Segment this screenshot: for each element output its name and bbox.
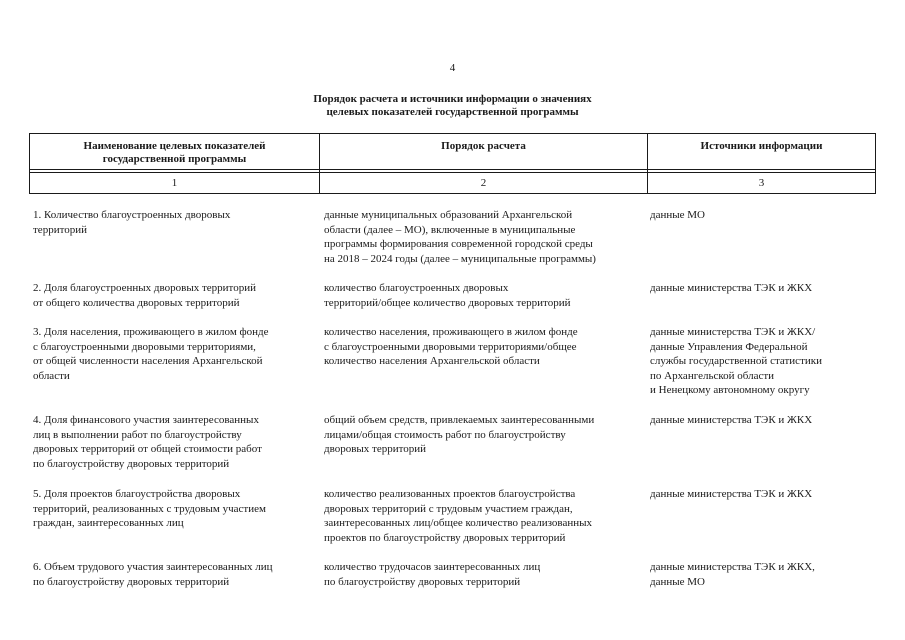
source-cell	[650, 413, 876, 428]
document-title-line-1: Порядок расчета и источники информации о значениях	[313, 93, 592, 105]
text-line: данные муниципальных образований Архангельской	[324, 209, 573, 221]
text-line: по благоустройству дворовых территорий	[33, 575, 230, 588]
text-line: области (далее – МО), включенные в муниципальные	[324, 223, 576, 236]
text-line: с благоустроенными дворовыми территориями/общее	[324, 340, 577, 353]
text-line: 4. Доля финансового участия заинтересованных	[33, 414, 259, 426]
column-number-3: 3	[648, 173, 876, 194]
text-line: заинтересованных лиц/общее количество реализованных	[324, 517, 592, 529]
text-line: и Ненецкому автономному округу	[650, 384, 810, 396]
calculation-cell	[324, 413, 648, 457]
text-line: 6. Объем трудового участия заинтересованных лиц	[33, 561, 273, 573]
text-line: области	[33, 369, 70, 382]
table-header	[29, 133, 876, 194]
text-line: данные Управления Федеральной	[650, 340, 808, 353]
header-cell-calculation-method	[320, 134, 648, 170]
text-line: граждан, заинтересованных лиц	[33, 517, 184, 529]
text-line: данные МО	[650, 209, 705, 221]
text-line: данные министерства ТЭК и ЖКХ	[650, 414, 813, 426]
text-line: 3. Доля населения, проживающего в жилом фонде	[33, 326, 269, 338]
text-line: данные министерства ТЭК и ЖКХ,	[650, 561, 815, 573]
header-row	[30, 134, 876, 170]
text-line: количество населения, проживающего в жилом фонде	[324, 326, 578, 338]
calculation-cell	[324, 325, 648, 369]
source-cell	[650, 487, 876, 502]
source-cell	[650, 325, 876, 398]
calculation-cell	[324, 208, 648, 266]
indicator-name-cell	[33, 560, 319, 589]
column-number-2: 2	[320, 173, 648, 194]
header-cell-information-sources-line: Источники информации	[700, 140, 823, 152]
text-line: дворовых территорий с трудовым участием граждан,	[324, 502, 573, 515]
document-title-line-2: целевых показателей государственной программы	[326, 106, 579, 118]
calculation-cell	[324, 487, 648, 545]
indicator-name-cell	[33, 413, 319, 471]
text-line: общий объем средств, привлекаемых заинтересованными	[324, 414, 595, 426]
header-cell-indicator-name-line: Наименование целевых показателей	[83, 140, 266, 152]
text-line: территорий/общее количество дворовых территорий	[324, 296, 571, 309]
text-line: данные министерства ТЭК и ЖКХ	[650, 488, 813, 500]
document-title	[0, 93, 905, 119]
text-line: количество реализованных проектов благоустройства	[324, 488, 576, 500]
text-line: от общей численности населения Архангельской	[33, 355, 263, 367]
text-line: данные министерства ТЭК и ЖКХ	[650, 282, 813, 294]
column-number-1: 1	[30, 173, 320, 194]
text-line: по благоустройству дворовых территорий	[33, 457, 230, 470]
text-line: данные МО	[650, 575, 705, 588]
text-line: службы государственной статистики	[650, 355, 822, 367]
page-number: 4	[449, 62, 456, 74]
text-line: территорий, реализованных с трудовым участием	[33, 502, 266, 515]
indicator-name-cell	[33, 208, 319, 237]
text-line: 5. Доля проектов благоустройства дворовых	[33, 488, 241, 500]
text-line: данные министерства ТЭК и ЖКХ/	[650, 326, 816, 338]
text-line: по благоустройству дворовых территорий	[324, 575, 521, 588]
text-line: программы формирования современной городской среды	[324, 238, 593, 250]
text-line: территорий	[33, 223, 88, 236]
source-cell	[650, 560, 876, 589]
text-line: количество трудочасов заинтересованных лиц	[324, 561, 541, 573]
text-line: на 2018 – 2024 годы (далее – муниципальные программы)	[324, 252, 596, 265]
text-line: 2. Доля благоустроенных дворовых территорий	[33, 282, 256, 294]
header-cell-information-sources	[648, 134, 876, 170]
indicator-name-cell	[33, 325, 319, 383]
text-line: 1. Количество благоустроенных дворовых	[33, 209, 231, 221]
header-cell-calculation-method-line: Порядок расчета	[441, 140, 526, 152]
header-cell-indicator-name	[30, 134, 320, 170]
text-line: от общего количества дворовых территорий	[33, 296, 240, 309]
text-line: проектов по благоустройству дворовых территорий	[324, 531, 566, 544]
text-line: лиц в выполнении работ по благоустройству	[33, 428, 242, 441]
text-line: дворовых территорий от общей стоимости работ	[33, 443, 262, 455]
header-cell-indicator-name-line: государственной программы	[102, 153, 247, 165]
text-line: количество населения Архангельской области	[324, 355, 540, 367]
indicator-name-cell	[33, 281, 319, 310]
source-cell	[650, 281, 876, 296]
text-line: с благоустроенными дворовыми территориями,	[33, 340, 256, 353]
indicator-name-cell	[33, 487, 319, 531]
text-line: количество благоустроенных дворовых	[324, 282, 509, 294]
text-line: лицами/общая стоимость работ по благоустройству	[324, 428, 566, 441]
calculation-cell	[324, 560, 648, 589]
text-line: дворовых территорий	[324, 443, 427, 455]
calculation-cell	[324, 281, 648, 310]
source-cell	[650, 208, 876, 223]
text-line: по Архангельской области	[650, 369, 775, 382]
column-number-row	[30, 173, 876, 194]
